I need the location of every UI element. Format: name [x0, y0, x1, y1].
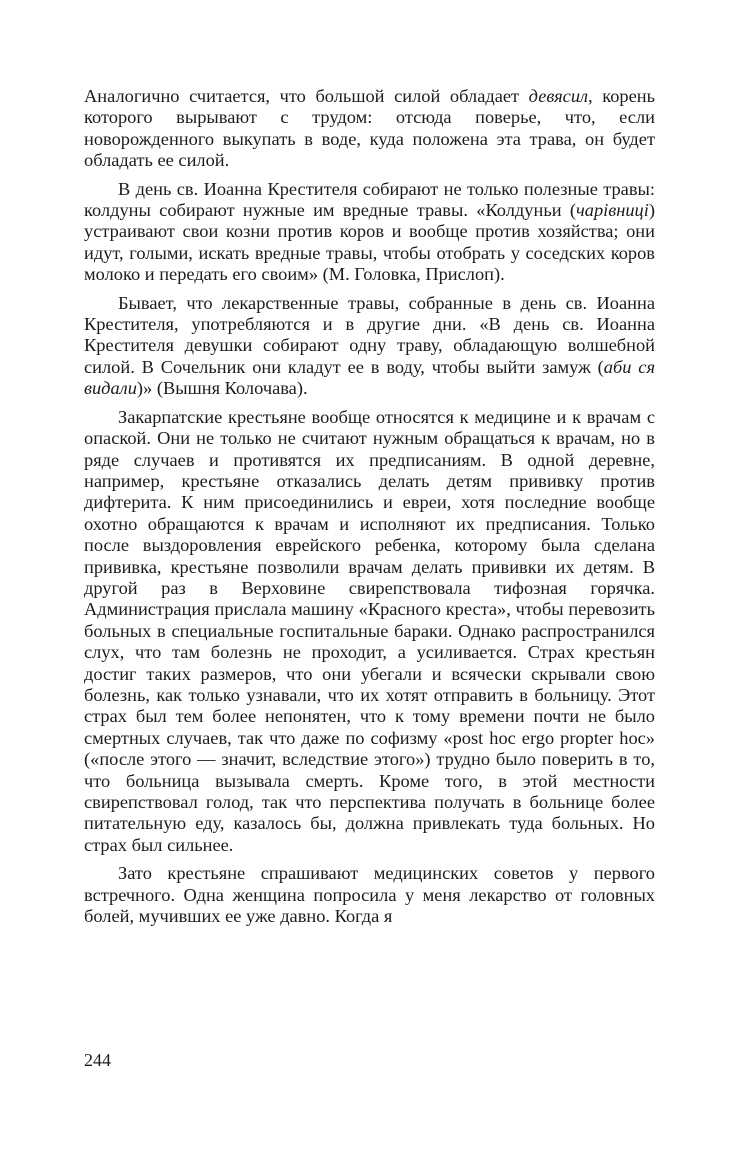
- text-run: Аналогично считается, что большой силой обладает: [84, 86, 529, 106]
- paragraph: [84, 863, 655, 927]
- text-run: Бывает, что лекарственные травы, собранные в день св. Иоанна Крестителя, употребляются и в другие дни. «В день св. Иоанна Крестителя девушки собирают одну траву, обладающую волшебной силой. В Сочельник они кладут ее в воду, чтобы выйти замуж (: [84, 292, 655, 377]
- text-run: Зато крестьяне спрашивают медицинских советов у первого встречного. Одна женщина попросила у меня лекарство от головных болей, мучивших ее уже давно. Когда я: [84, 863, 655, 927]
- paragraph: [84, 407, 655, 857]
- italic-term: аби ся видали: [84, 356, 655, 399]
- paragraph: [84, 179, 655, 286]
- text-run: ) устраивают свои козни против коров и вообще против хозяйства; они идут, голыми, искать вредные травы, чтобы отобрать у соседских коров молоко и передать его своим» (М. Головка, Прислоп).: [84, 200, 655, 285]
- text-run: )» (Вышня Колочава).: [136, 378, 308, 399]
- page-body: [84, 86, 655, 927]
- text-run: Закарпатские крестьяне вообще относятся к медицине и к врачам с опаской. Они не только не считают нужным обращаться к врачам, но в ряде случаев и противятся их предписаниям. В одной деревне, например, крестьяне отказались делать детям прививку против дифтерита. К ним присоединились и евреи, хотя последние вообще охотно обращаются к врачам и исполняют их предписания. Только после выздоровления еврейского ребенка, которому была сделана прививка, крестьяне позволили врачам делать прививки их детям. В другой раз в Верховине свирепствовала тифозная горячка. Администрация прислала машину «Красного креста», чтобы перевозить больных в специальные госпитальные бараки. Однако распространился слух, что там болезнь не проходит, а усиливается. Страх крестьян достиг таких размеров, что они убегали и всячески скрывали свою болезнь, как только узнавали, что их хотят отправить в больницу. Этот страх был тем более непонятен, что к тому времени почти не было смертных случаев, так что даже по софизму «post hoc ergo propter hoc» («после этого — значит, вследствие этого») трудно было поверить в то, что больница вызывала смерть. Кроме того, в этой местности свирепствовал голод, так что перспектива получать в больнице более питательную еду, казалось бы, должна привлекать туда больных. Но страх был сильнее.: [84, 406, 655, 855]
- italic-term: чарівниці: [575, 200, 649, 221]
- text-run: , корень которого вырывают с трудом: отсюда поверье, что, если новорожденного выкупать в воде, куда положена эта трава, он будет обладать ее силой.: [84, 86, 656, 171]
- paragraph: [84, 86, 655, 172]
- text-body: [84, 86, 655, 927]
- paragraph: [84, 293, 655, 400]
- page-number: 244: [84, 1050, 111, 1070]
- italic-term: девясил: [528, 86, 589, 106]
- text-run: В день св. Иоанна Крестителя собирают не только полезные травы: колдуны собирают нужные им вредные травы. «Колдуньи (: [84, 178, 655, 221]
